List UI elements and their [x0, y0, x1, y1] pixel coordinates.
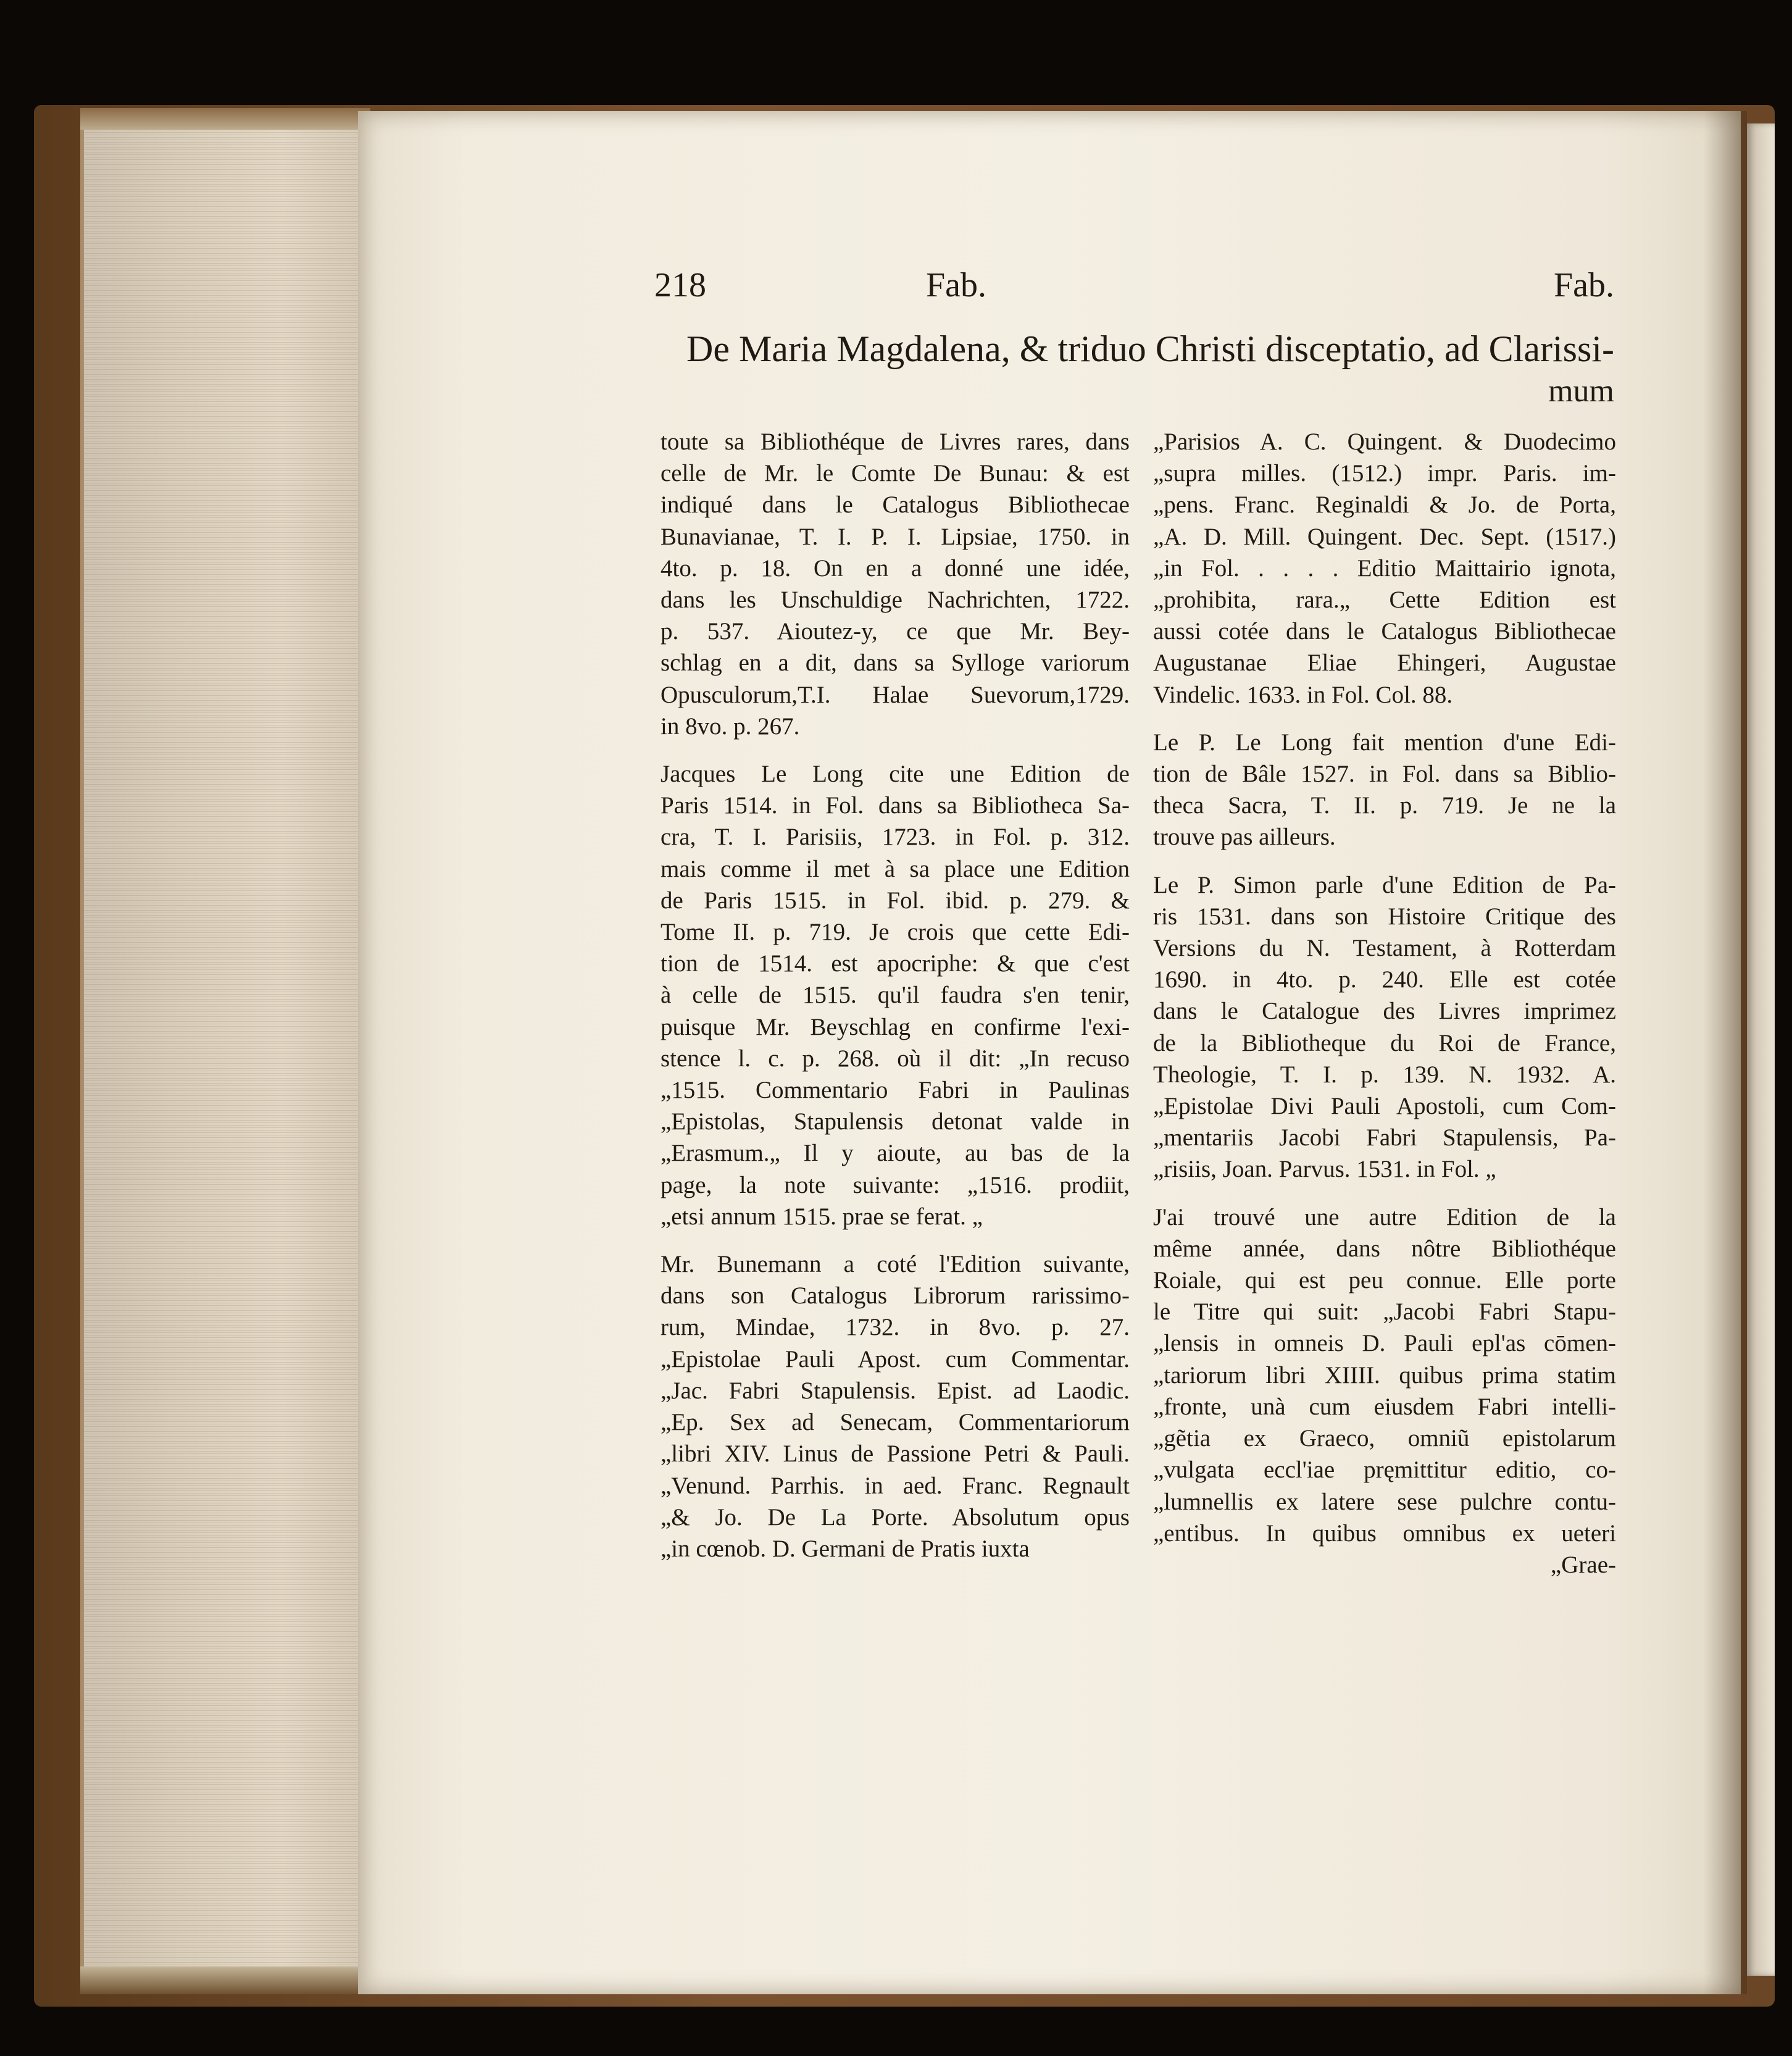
text-line: „A. D. Mill. Quingent. Dec. Sept. (1517.)	[1153, 523, 1616, 550]
text-line: Le P. Le Long fait mention d'une Edi-	[1153, 729, 1616, 756]
text-line: page, la note suivante: „1516. prodiit,	[661, 1171, 1130, 1198]
text-line: J'ai trouvé une autre Edition de la	[1153, 1203, 1616, 1231]
text-line: „lumnellis ex latere sese pulchre contu-	[1153, 1488, 1616, 1515]
text-line: aussi cotée dans le Catalogus Bibliothecae	[1153, 618, 1616, 645]
page-edges-bottom	[80, 1966, 370, 1994]
text-line: „Epistolae Pauli Apost. cum Commentar.	[661, 1345, 1130, 1373]
text-line: „in cœnob. D. Germani de Pratis iuxta	[661, 1535, 1030, 1562]
text-line: tion de 1514. est apocriphe: & que c'est	[661, 950, 1130, 977]
text-line: „Epistolae Divi Pauli Apostoli, cum Com-	[1153, 1093, 1616, 1120]
text-line: „tariorum libri XIIII. quibus prima statim	[1153, 1361, 1616, 1389]
text-line: Bunavianae, T. I. P. I. Lipsiae, 1750. in	[661, 523, 1130, 550]
text-line: „& Jo. De La Porte. Absolutum opus	[661, 1503, 1130, 1531]
text-line: même année, dans nôtre Bibliothéque	[1153, 1235, 1616, 1262]
paragraph	[1153, 727, 1616, 853]
running-head-left: Fab.	[926, 266, 986, 304]
text-line: Augustanae Eliae Ehingeri, Augustae	[1153, 650, 1616, 677]
entry-title-line-1: De Maria Magdalena, & triduo Christi disceptatio, ad Clarissi-	[686, 328, 1614, 369]
text-line: „Jac. Fabri Stapulensis. Epist. ad Laodic.	[661, 1377, 1130, 1404]
text-line: ris 1531. dans son Histoire Critique des	[1153, 903, 1616, 930]
text-line: stence l. c. p. 268. où il dit: „In recuso	[661, 1045, 1130, 1072]
text-line: Le P. Simon parle d'une Edition de Pa-	[1153, 871, 1616, 898]
text-line: „mentariis Jacobi Fabri Stapulensis, Pa-	[1153, 1124, 1616, 1151]
text-line: Roiale, qui est peu connue. Elle porte	[1153, 1267, 1616, 1294]
paragraph	[1153, 426, 1616, 711]
page-edges-top	[80, 108, 370, 133]
text-line: „in Fol. . . . . Editio Maittairio ignota,	[1153, 554, 1616, 582]
text-line: puisque Mr. Beyschlag en confirme l'exi-	[661, 1013, 1130, 1040]
text-line: Opusculorum,T.I. Halae Suevorum,1729.	[661, 681, 1130, 708]
text-line: Jacques Le Long cite une Edition de	[661, 761, 1130, 788]
running-head-right: Fab.	[1554, 266, 1614, 304]
text-line: „Grae-	[1550, 1551, 1616, 1578]
paragraph	[661, 1248, 1130, 1565]
text-line: Paris 1514. in Fol. dans sa Bibliotheca Sa-	[661, 792, 1130, 819]
text-line: in 8vo. p. 267.	[661, 712, 800, 740]
text-line: „libri XIV. Linus de Passione Petri & Pauli.	[661, 1440, 1130, 1468]
paragraph	[661, 426, 1130, 742]
text-line: „entibus. In quibus omnibus ex ueteri	[1153, 1519, 1616, 1547]
text-line: à celle de 1515. qu'il faudra s'en tenir,	[661, 982, 1130, 1009]
text-line: „pens. Franc. Reginaldi & Jo. de Porta,	[1153, 491, 1616, 519]
text-line: theca Sacra, T. II. p. 719. Je ne la	[1153, 792, 1616, 819]
page-header	[654, 265, 1614, 315]
text-line: „risiis, Joan. Parvus. 1531. in Fol. „	[1153, 1156, 1496, 1183]
text-line: „Parisios A. C. Quingent. & Duodecimo	[1153, 428, 1616, 455]
text-line: „supra milles. (1512.) impr. Paris. im-	[1153, 460, 1616, 487]
text-line: toute sa Bibliothéque de Livres rares, dans	[661, 428, 1130, 455]
text-line: mais comme il met à sa place une Edition	[661, 855, 1130, 882]
text-line: indiqué dans le Catalogus Bibliothecae	[661, 491, 1130, 519]
text-line: „prohibita, rara.„ Cette Edition est	[1153, 587, 1616, 614]
text-line: cra, T. I. Parisiis, 1723. in Fol. p. 312.	[661, 824, 1130, 851]
text-line: trouve pas ailleurs.	[1153, 824, 1336, 851]
text-line: schlag en a dit, dans sa Sylloge variorum	[661, 650, 1130, 677]
text-line: „vulgata eccl'iae pręmittitur editio, co-	[1153, 1456, 1616, 1484]
entry-title-line-2: mum	[1548, 374, 1614, 409]
text-line: Versions du N. Testament, à Rotterdam	[1153, 935, 1616, 962]
page-edges-stack	[80, 130, 368, 1970]
left-column	[661, 426, 1130, 1565]
text-line: „lensis in omneis D. Pauli epl'as cōmen-	[1153, 1330, 1616, 1357]
text-line: 4to. p. 18. On en a donné une idée,	[661, 554, 1130, 582]
text-line: tion de Bâle 1527. in Fol. dans sa Biblio-	[1153, 761, 1616, 788]
text-line: dans les Unschuldige Nachrichten, 1722.	[661, 587, 1130, 614]
paragraph	[1153, 1201, 1616, 1581]
text-line: Tome II. p. 719. Je crois que cette Edi-	[661, 919, 1130, 946]
text-line: „gẽtia ex Graeco, omniũ epistolarum	[1153, 1425, 1616, 1452]
page-number: 218	[654, 266, 706, 304]
text-line: rum, Mindae, 1732. in 8vo. p. 27.	[661, 1314, 1130, 1341]
text-line: le Titre qui suit: „Jacobi Fabri Stapu-	[1153, 1298, 1616, 1326]
text-line: p. 537. Aioutez-y, ce que Mr. Bey-	[661, 618, 1130, 645]
text-line: „Venund. Parrhis. in aed. Franc. Regnault	[661, 1472, 1130, 1499]
text-line: 1690. in 4to. p. 240. Elle est cotée	[1153, 966, 1616, 993]
text-line: „Erasmum.„ Il y aioute, au bas de la	[661, 1140, 1130, 1167]
text-line: Vindelic. 1633. in Fol. Col. 88.	[1153, 681, 1453, 708]
text-line: „Ep. Sex ad Senecam, Commentariorum	[661, 1409, 1130, 1436]
text-line: de Paris 1515. in Fol. ibid. p. 279. &	[661, 887, 1130, 914]
text-line: „1515. Commentario Fabri in Paulinas	[661, 1077, 1130, 1104]
text-line: de la Bibliotheque du Roi de France,	[1153, 1029, 1616, 1056]
paragraph	[1153, 869, 1616, 1185]
text-line: „Epistolas, Stapulensis detonat valde in	[661, 1108, 1130, 1135]
text-line: Mr. Bunemann a coté l'Edition suivante,	[661, 1251, 1130, 1278]
text-line: dans son Catalogus Librorum rarissimo-	[661, 1282, 1130, 1310]
text-line: „fronte, unà cum eiusdem Fabri intelli-	[1153, 1393, 1616, 1420]
text-line: Theologie, T. I. p. 139. N. 1932. A.	[1153, 1061, 1616, 1088]
gutter-shadow	[1704, 111, 1747, 1994]
paragraph	[661, 758, 1130, 1232]
text-line: celle de Mr. le Comte De Bunau: & est	[661, 460, 1130, 487]
text-line: dans le Catalogue des Livres imprimez	[1153, 998, 1616, 1025]
facing-page-edge	[1747, 123, 1775, 1976]
text-line: „etsi annum 1515. prae se ferat. „	[661, 1203, 983, 1230]
right-column	[1153, 426, 1616, 1581]
